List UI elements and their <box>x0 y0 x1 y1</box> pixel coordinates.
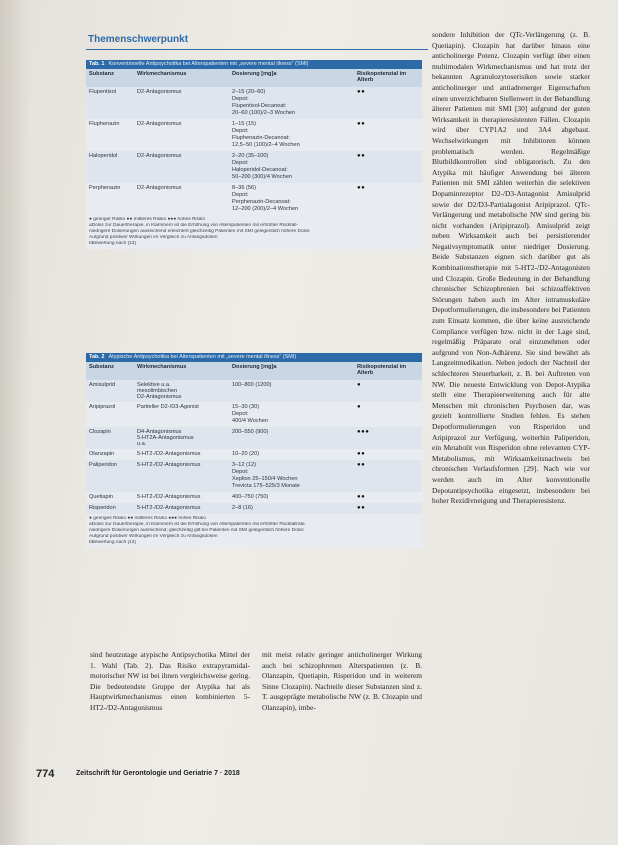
risk-cell: ● <box>357 404 362 410</box>
body-text-middle: mit meist relativ geringer anticholinerger Wirkung auch bei schizophrenen Alterspatienten (z. B. Olanzapin, Quetiapin, Risperidon und in weiterem Sinne Clozapin). Nachteile dieser Substanzen sind z. T. ausgeprägte metabolische NW (z. B. Clozapin und Olanzapin), imbe- <box>262 650 422 712</box>
dose-line: Depot: <box>232 160 249 166</box>
mechanism-cell <box>137 494 232 501</box>
mechanism-line: mesolimbischen <box>137 388 178 394</box>
mechanism-cell <box>137 451 232 458</box>
table-2-title <box>86 353 422 362</box>
table-1 <box>86 60 422 249</box>
dose-cell <box>232 153 357 181</box>
table-1-body <box>86 87 422 215</box>
footnote-line: Aufgrund positiver Wirkungen im Vergleich zu Anfangsdosen <box>89 534 218 539</box>
dose-line: Depot: <box>232 411 249 417</box>
section-header: Themenschwerpunkt <box>86 30 428 50</box>
body-text-right: sondere Inhibition der QTc-Verlängerung (z. B. Quetiapin). Clozapin hat darüber hinaus eine anticholinerge Potenz. Clozapin verfügt über einen multimodalen Wirkmechanismus und hat trotz der bekannten Agranulozytoserisiken sowie starker anticholinerger und antiadrenerger Eigenschaften einen unverzichtbaren Stellenwert in der Behandlung älterer Patienten mit SMI [30] aufgrund der guten Wirksamkeit in therapieresistenten Fällen. Clozapin wird über CYP1A2 und 3A4 abgebaut. Wechselwirkungen mit Inhibitoren können problematisch werden. Regelmäßige Blutbildkontrollen sind obligatorisch. Zu den Atypika mit häufiger Anwendung bei älteren Patienten mit SMI zählen weiterhin die selektiven Dopaminrezeptor D2-/D3-Antagonist Amisulprid sowie der D2/D3-Partialagonist Aripiprazol. QTc-Verlängerung und metabolische NW sind gering bis nicht vorhanden (Aripiprazol). Amisulprid zeigt neben Wirksamkeit auch bei persistierender Negativsymptomatik unter niedriger Dosierung. Beide Substanzen eignen sich darüber gut als Kombinationstherapie mit 5-HT2-/D2-Antagonisten und Clozapin. Große Bedeutung in der Behandlung chronischer Schizophrenien bei schizoaffektiven Störungen haben auch im Alter intramuskuläre Depotformulierungen, die insbesondere bei Patienten zum Einsatz kommen, die über keine ausreichende Compliance verfügen bzw. nicht in der Lage sind, regelmäßig Präparate oral einzunehmen oder aufgrund von Non-Adhärenz. Sie sind bewährt als Langzeitmedikation. Neben jedoch der Nachteil der schlechteren Steuerbarkeit, z. B. bei Auftreten von NW. Die neueste Entwicklung von Depot-Atypika stellt eine Therapieerweiterung auch für alte Menschen mit chronischen Psychosen dar, was gezielt kontrollierte Studien fehlen. Es stehen Depotformulierungen von Risperidon und Aripiprazol zur Verfügung, weiterhin Paliperidon, ein Metabolit von Risperidon ohne relevanten CYP-Metabolismus, mit Wirksamkeitsnachweis bei chronischen Verlaufsformen [29]. Nach wie vor werden auch im Alter konventionelle Depotantipsychotika eingesetzt, insbesondere bei hoher Rezidivneigung und Therapieresistenz. <box>432 30 590 506</box>
footnote-line: niedrigere Dosierungen ausreichend; gleichzeitig gilt bei Patienten mit SMI gelegentlich höhere Dosis <box>89 528 304 533</box>
mechanism-line: Partieller D2-/D3-Agonist <box>137 404 199 410</box>
table-2-header-risk: Risikopotenzial im Alterb <box>357 364 407 376</box>
dose-line: 200–550 (900) <box>232 429 269 435</box>
table-1-label: Tab. 1 <box>89 61 105 67</box>
risk-cell: ●● <box>357 89 366 95</box>
mechanism-line: 5-HT2A-Antagonismus <box>137 435 194 441</box>
dose-line: 100–800 (1200) <box>232 382 272 388</box>
table-2-footnotes <box>86 514 422 548</box>
table-2-caption: Atypische Antipsychotika bei Alterspatienten mit „severe mental illness“ (SMI) <box>108 354 297 360</box>
table-row <box>86 492 422 503</box>
footnote-line: bBewertung nach [13] <box>89 241 136 246</box>
dose-line: 3–12 (12) <box>232 462 256 468</box>
substance-cell: Perphenazin <box>89 185 121 191</box>
table-1-header-substance: Substanz <box>89 71 114 77</box>
table-1-footnotes <box>86 215 422 249</box>
substance-cell: Olanzapin <box>89 451 115 457</box>
table-1-header-risk: Risikopotenzial im Alterb <box>357 71 407 83</box>
substance-cell: Clozapin <box>89 429 111 435</box>
dose-line: 12,5–50 (100)/2–4 Wochen <box>232 142 300 148</box>
mechanism-cell <box>137 404 232 425</box>
mechanism-line: 5-HT2-/D2-Antagonismus <box>137 494 201 500</box>
risk-cell: ● <box>357 382 362 388</box>
page-number: 774 <box>36 768 55 780</box>
dose-line: Fluphenazin-Decanoat: <box>232 135 290 141</box>
page-shadow <box>0 0 30 845</box>
table-2-header-dose: Dosierung [mg]a <box>232 364 277 370</box>
table-1-title <box>86 60 422 69</box>
dose-line: 400/4 Wochen <box>232 418 268 424</box>
table-row <box>86 460 422 492</box>
footnote-line: bBewertung nach [13] <box>89 540 136 545</box>
substance-cell: Aripiprazol <box>89 404 116 410</box>
journal-name: Zeitschrift für Gerontologie und Geriatrie 7 · 2018 <box>76 770 240 777</box>
dose-line: 2–8 (16) <box>232 505 253 511</box>
dose-line: Haloperidol-Decanoat: <box>232 167 288 173</box>
table-2-header-mechanism: Wirkmechanismus <box>137 364 187 370</box>
footnote-line: niedrigere Dosierungen ausreichend erleichtert gleichzeitig Patienten mit SMI gelegentlich höhere Dosis <box>89 229 310 234</box>
dose-line: 2–20 (35–100) <box>232 153 269 159</box>
dose-cell <box>232 451 357 458</box>
table-2 <box>86 353 422 548</box>
mechanism-cell: D2-Antagonismus <box>137 153 182 159</box>
substance-cell: Flupentixol <box>89 89 117 95</box>
footnote-line: ● geringes Risiko ●● mittleres Risiko ●●● hohes Risiko <box>89 516 206 521</box>
dose-cell <box>232 121 357 149</box>
dose-line: 12–200 (200)/2–4 Wochen <box>232 206 299 212</box>
mechanism-line: D4-Antagonismus <box>137 429 182 435</box>
dose-line: Xeplion 25–150/4 Wochen <box>232 476 298 482</box>
dose-cell <box>232 382 357 400</box>
table-row <box>86 449 422 460</box>
substance-cell: Amisulprid <box>89 382 116 388</box>
table-row <box>86 402 422 427</box>
mechanism-line: Selektive u.a. <box>137 382 171 388</box>
footnote-line: Aufgrund positiver Wirkungen im Vergleich zu Anfangsdosen <box>89 235 218 240</box>
table-2-header-row <box>86 362 422 380</box>
dose-cell <box>232 462 357 490</box>
substance-cell: Fluphenazin <box>89 121 120 127</box>
dose-line: 50–200 (300)/4 Wochen <box>232 174 292 180</box>
risk-cell: ●●● <box>357 429 370 435</box>
body-text-left: sind heutzutage atypische Antipsychotika Mittel der 1. Wahl (Tab. 2). Das Risiko extrapyramidal-motorischer NW ist bei ihnen vergleichsweise gering. Die bedeutendste Gruppe der Atypika hat als Hauptwirkmechanismus einen kombinierten 5-HT2-/D2-Antagonismus <box>90 650 250 712</box>
risk-cell: ●● <box>357 153 366 159</box>
mechanism-cell <box>137 429 232 447</box>
mechanism-line: 5-HT2-/D2-Antagonismus <box>137 451 201 457</box>
dose-line: 1–15 (15) <box>232 121 256 127</box>
table-row <box>86 427 422 449</box>
table-row <box>86 380 422 402</box>
table-row <box>86 183 422 215</box>
risk-cell: ●● <box>357 121 366 127</box>
dose-line: 2–15 (20–60) <box>232 89 266 95</box>
dose-cell <box>232 404 357 425</box>
dose-line: Depot: <box>232 96 249 102</box>
mechanism-line: 5-HT2-/D2-Antagonismus <box>137 462 201 468</box>
mechanism-cell <box>137 382 232 400</box>
dose-line: 20–60 (100)/2–3 Wochen <box>232 110 296 116</box>
mechanism-cell: D2-Antagonismus <box>137 185 182 191</box>
body-column-middle <box>262 650 422 756</box>
footnote-line: ● geringer Risiko ●● mittleres Risiko ●●● hohes Risiko <box>89 217 206 222</box>
dose-line: Depot: <box>232 128 249 134</box>
risk-cell: ●● <box>357 185 366 191</box>
table-1-caption: Konventionelle Antipsychotika bei Alterspatienten mit „severe mental illness“ (SMI) <box>108 61 309 67</box>
page-footer <box>36 768 596 782</box>
risk-cell: ●● <box>357 494 366 500</box>
table-row <box>86 151 422 183</box>
table-2-label: Tab. 2 <box>89 354 105 360</box>
table-2-body <box>86 380 422 514</box>
dose-line: 8–36 (56) <box>232 185 256 191</box>
mechanism-cell <box>137 505 232 512</box>
dose-line: Depot: <box>232 192 249 198</box>
table-1-header-row <box>86 69 422 87</box>
table-1-header-mechanism: Wirkmechanismus <box>137 71 187 77</box>
dose-line: Trevicta 175–525/3 Monate <box>232 483 300 489</box>
mechanism-line: u.a. <box>137 441 147 447</box>
dose-cell <box>232 185 357 213</box>
substance-cell: Haloperidol <box>89 153 118 159</box>
footnote-line: aDosis zur Dauertherapie, in Klammern ist die Erhöhung von Alterspatienten mit erhöhter Rückfall- <box>89 223 299 228</box>
body-column-left <box>90 650 250 756</box>
dose-line: Perphenazin-Decanoat: <box>232 199 291 205</box>
table-row <box>86 87 422 119</box>
dose-line: 10–20 (20) <box>232 451 260 457</box>
substance-cell: Risperidon <box>89 505 116 511</box>
substance-cell: Quetiapin <box>89 494 113 500</box>
footnote-line: aDosis zur Dauertherapie, in Klammern ist die Erhöhung von Alterspatienten mit erhöhter Rückfallrate <box>89 522 305 527</box>
mechanism-cell <box>137 462 232 490</box>
risk-cell: ●● <box>357 451 366 457</box>
body-column-right <box>432 30 590 758</box>
table-1-header-dose: Dosierung [mg]a <box>232 71 277 77</box>
mechanism-line: 5-HT2-/D2-Antagonismus <box>137 505 201 511</box>
risk-cell: ●● <box>357 462 366 468</box>
dose-line: 15–30 (30) <box>232 404 260 410</box>
table-row <box>86 119 422 151</box>
dose-line: 400–750 (750) <box>232 494 269 500</box>
dose-line: Flupentixol-Decanoat: <box>232 103 287 109</box>
substance-cell: Paliperidon <box>89 462 117 468</box>
dose-cell <box>232 429 357 447</box>
dose-line: Depot: <box>232 469 249 475</box>
mechanism-line: D2-Antagonismus <box>137 394 182 400</box>
dose-cell <box>232 505 357 512</box>
mechanism-cell: D2-Antagonismus <box>137 121 182 127</box>
table-row <box>86 503 422 514</box>
risk-cell: ●● <box>357 505 366 511</box>
dose-cell <box>232 89 357 117</box>
dose-cell <box>232 494 357 501</box>
mechanism-cell: D2-Antagonismus <box>137 89 182 95</box>
table-2-header-substance: Substanz <box>89 364 114 370</box>
